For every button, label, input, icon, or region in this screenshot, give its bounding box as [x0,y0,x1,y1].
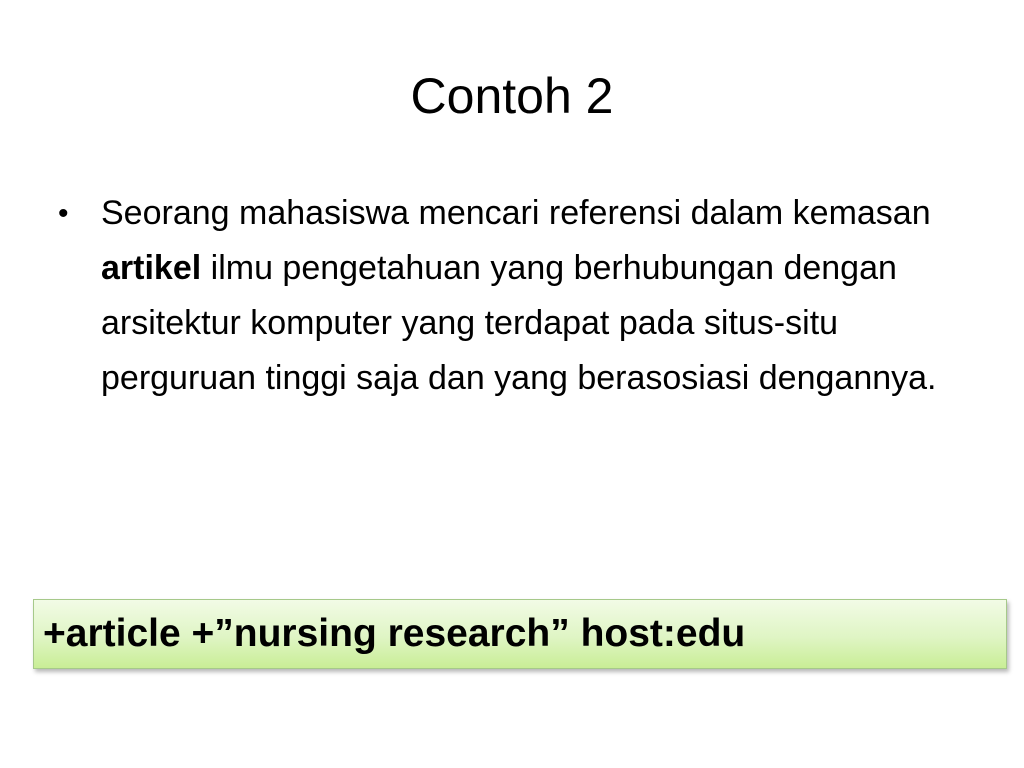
bullet-text-end: ilmu pengetahuan yang berhubungan dengan arsitektur komputer yang terdapat pada situs-situ perguruan tinggi saja dan yang berasosiasi dengannya. [101,249,937,397]
search-query-box [33,599,1007,669]
bullet-marker: • [58,197,69,230]
bullet-list [58,186,978,406]
search-query-text: +article +”nursing research” host:edu [43,612,746,655]
bullet-text-start: Seorang mahasiswa mencari referensi dalam kemasan [101,194,931,232]
bullet-bold-word: artikel [101,249,202,287]
bullet-text [101,194,937,397]
bullet-item [58,186,978,406]
slide-title: Contoh 2 [410,68,614,124]
